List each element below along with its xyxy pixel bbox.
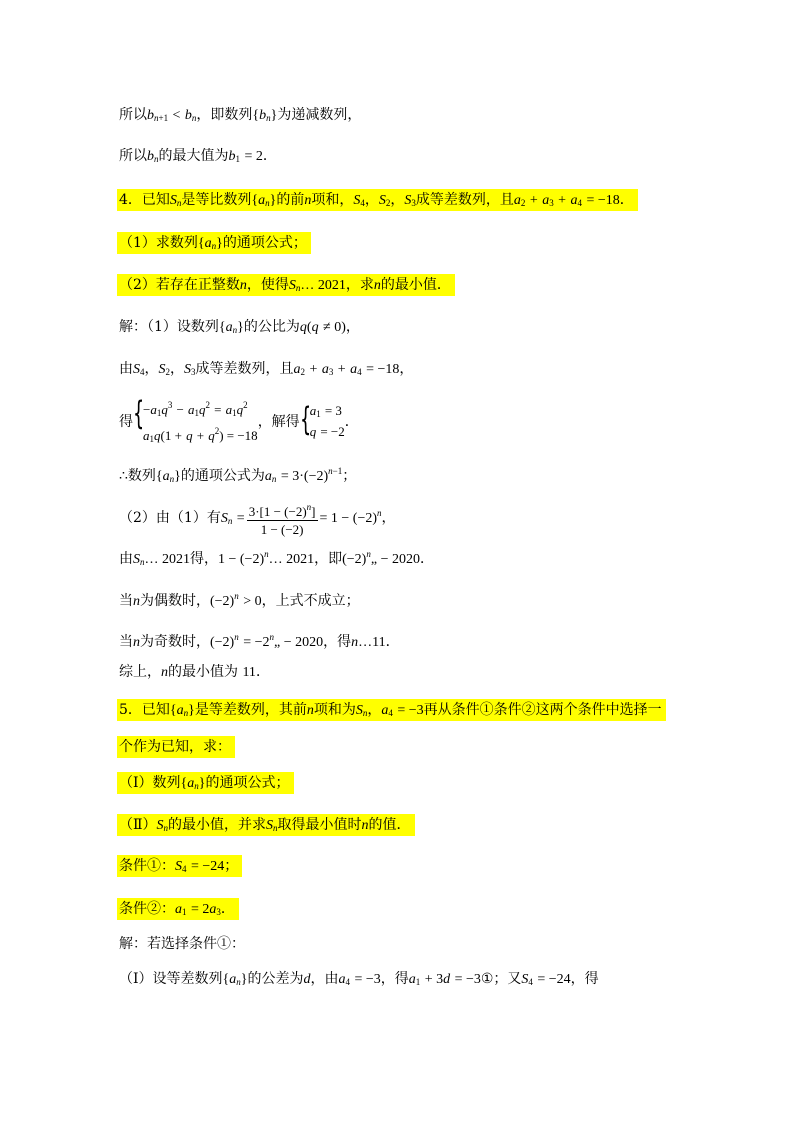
solution-line: （Ⅰ）设等差数列$\{a_n\}$的公差为d，由$a_4 = -3$，得$a_1 + 3d$ = −3①；又$S_4 = -24$，得 <box>119 971 599 987</box>
solution-line: 当n为偶数时，$(-2)^n > 0$，上式不成立； <box>119 591 360 609</box>
condition-1: 条件①：$S_4 = -24$； <box>119 857 242 878</box>
solution-line: 当n为奇数时，$(-2)^n$ = $-2^n„ - 2020$，得n…11． <box>119 632 400 650</box>
solution-line: 由$S_4$，$S_2$，$S_3$成等差数列，且$a_2 + a_3 + a_4 = -18$， <box>119 361 414 377</box>
text-line: 所以$b_n$的最大值为$b_1 = 2$． <box>119 148 277 164</box>
solution-fraction-line: （2）由（1）有$S_n$ = $\frac{3\cdot[1 - (-2)^n]}{1 - (-2)}$ = $1 - (-2)^n$， <box>119 496 396 538</box>
condition-2: 条件②：$a_1 = 2a_3$． <box>119 900 239 921</box>
solution-line: 综上，n的最小值为 11． <box>119 664 270 680</box>
problem-4-statement: 4．已知$S_n$是等比数列$\{a_n\}$的前n项和，$S_4$，$S_2$，$S_3$成等差数列，且$a_2 + a_3 + a_4 = -18$． <box>119 191 638 212</box>
solution-equation-system: 得 { $-a_1q^3 - a_1q^2 = a_1q^2$ $a_1q(1 + q + q^2) = -18$ ，解得 { $a_1 = 3$ q = −2 ． <box>119 394 359 444</box>
problem-5-part-1: （Ⅰ）数列$\{a_n\}$的通项公式； <box>119 774 294 795</box>
solution-line: 解：若选择条件①： <box>119 936 245 952</box>
problem-5-statement-cont: 个作为已知，求： <box>119 738 235 756</box>
solution-line: 由$S_n\dots$ 2021得，$1 - (-2)^n\dots$ 2021，即$(-2)^n„ - 2020$． <box>119 549 434 567</box>
problem-4-part-2: （2）若存在正整数n，使得$S_n\dots$ 2021，求n的最小值． <box>119 276 455 297</box>
problem-5-statement: 5．已知$\{a_n\}$是等差数列，其前n项和为$S_n$，$a_4 = -3$再从条件①条件②这两个条件中选择一 <box>119 701 666 722</box>
solution-line: ∴数列$\{a_n\}$的通项公式为$a_n = 3\cdot(-2)^{n-1}$； <box>119 466 357 484</box>
problem-5-part-2: $(Ⅱ)S_n$的最小值，并求$S_n$取得最小值时n的值． <box>119 816 415 837</box>
solution-line: 解：（1）设数列$\{a_n\}$的公比为q(q ≠ 0)， <box>119 319 360 335</box>
text-line: 所以$b_{n+1} < b_n$，即数列$\{b_n\}$为递减数列， <box>119 107 362 123</box>
problem-4-part-1: （1）求数列$\{a_n\}$的通项公式； <box>119 234 311 255</box>
